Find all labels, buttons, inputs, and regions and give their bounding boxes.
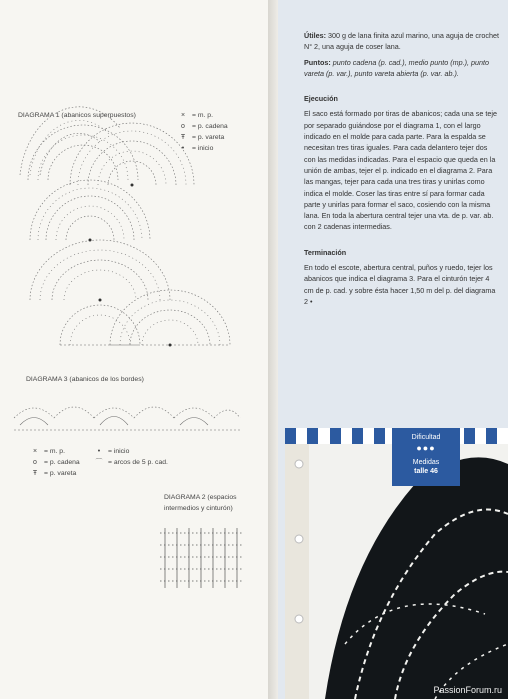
slip-stitch-dot-icon: • bbox=[181, 145, 185, 152]
arc-icon: ⌒ bbox=[95, 459, 103, 466]
diagram1-title: DIAGRAMA 1 (abanicos superpuestos) bbox=[18, 112, 136, 119]
difficulty-icon: ●●● bbox=[416, 443, 436, 453]
dificultad-label: Dificultad bbox=[411, 434, 441, 441]
legend-row: × = m. p. bbox=[178, 110, 228, 121]
watermark: PassionForum.ru bbox=[433, 685, 502, 695]
legend-row: ⌒ = arcos de 5 p. cad. bbox=[95, 459, 168, 466]
difficulty-badge bbox=[392, 428, 460, 486]
legend-row: • = inicio bbox=[94, 446, 168, 457]
page-gutter bbox=[268, 0, 278, 699]
legend-row: × = m. p. bbox=[30, 446, 80, 457]
ejecucion-heading: Ejecución bbox=[304, 94, 338, 104]
double-crochet-icon: Ŧ bbox=[32, 470, 38, 477]
legend-row: Ŧ = p. vareta bbox=[178, 132, 228, 143]
chain-oval-icon: o bbox=[181, 123, 185, 130]
utiles-paragraph: Útiles: 300 g de lana finita azul marino, una aguja de crochet N° 2, una aguja de coser lana. bbox=[304, 31, 499, 52]
legend-row: • = inicio bbox=[178, 143, 228, 154]
diagram2-title-line2: intermedios y cinturón) bbox=[164, 505, 233, 512]
x-mark-icon: × bbox=[32, 448, 38, 455]
medidas-label: Medidas bbox=[412, 459, 440, 466]
puntos-paragraph: Puntos: punto cadena (p. cad.), medio punto (mp.), punto vareta (p. var.), punto vareta abierta (p. var. ab.). bbox=[304, 57, 489, 78]
terminacion-heading: Terminación bbox=[304, 247, 347, 257]
legend-row: o = p. cadena bbox=[178, 121, 228, 132]
diagram3-title: DIAGRAMA 3 (abanicos de los bordes) bbox=[26, 376, 144, 383]
legend-row: Ŧ = p. vareta bbox=[30, 468, 80, 479]
x-mark-icon: × bbox=[180, 112, 186, 119]
legend-row: o = p. cadena bbox=[30, 457, 80, 468]
ejecucion-paragraph: El saco está formado por tiras de abanicos; cada una se teje por separado guiándose por el diagrama 1, con el largo indicado en el molde para cada parte. Para la espalda se necesitan tres tiras iguales. Para cada delantero tejer dos con las medidas indicadas. Para el espacio que queda en la unión de ambas, tejer el p. indicado en el diagrama 2. Para las mangas, tejer para cada una tres tiras y unirlas como indica el molde. Coser las tiras entre sí para formar cada parte y unirlas para formar el saco, cosiendo con la misma lana. En toda la abertura central tejer una vta. de p. var. ab. con 2 cadenas intermedias. bbox=[304, 109, 497, 232]
talle-value: talle 46 bbox=[414, 468, 438, 475]
diagram2-grid-chart bbox=[0, 0, 268, 600]
terminacion-paragraph: En todo el escote, abertura central, puños y ruedo, tejer los abanicos que indica el diagrama 3. Para el cinturón tejer 4 cm de p. cad. y sobre ésta hacer 1,50 m del p. del diagrama 2 • bbox=[304, 263, 496, 306]
instructions-text bbox=[304, 30, 500, 311]
double-crochet-icon: Ŧ bbox=[180, 134, 186, 141]
diagram2-title-line1: DIAGRAMA 2 (espacios bbox=[164, 494, 237, 501]
slip-stitch-dot-icon: • bbox=[97, 448, 101, 455]
chain-oval-icon: o bbox=[33, 459, 37, 466]
